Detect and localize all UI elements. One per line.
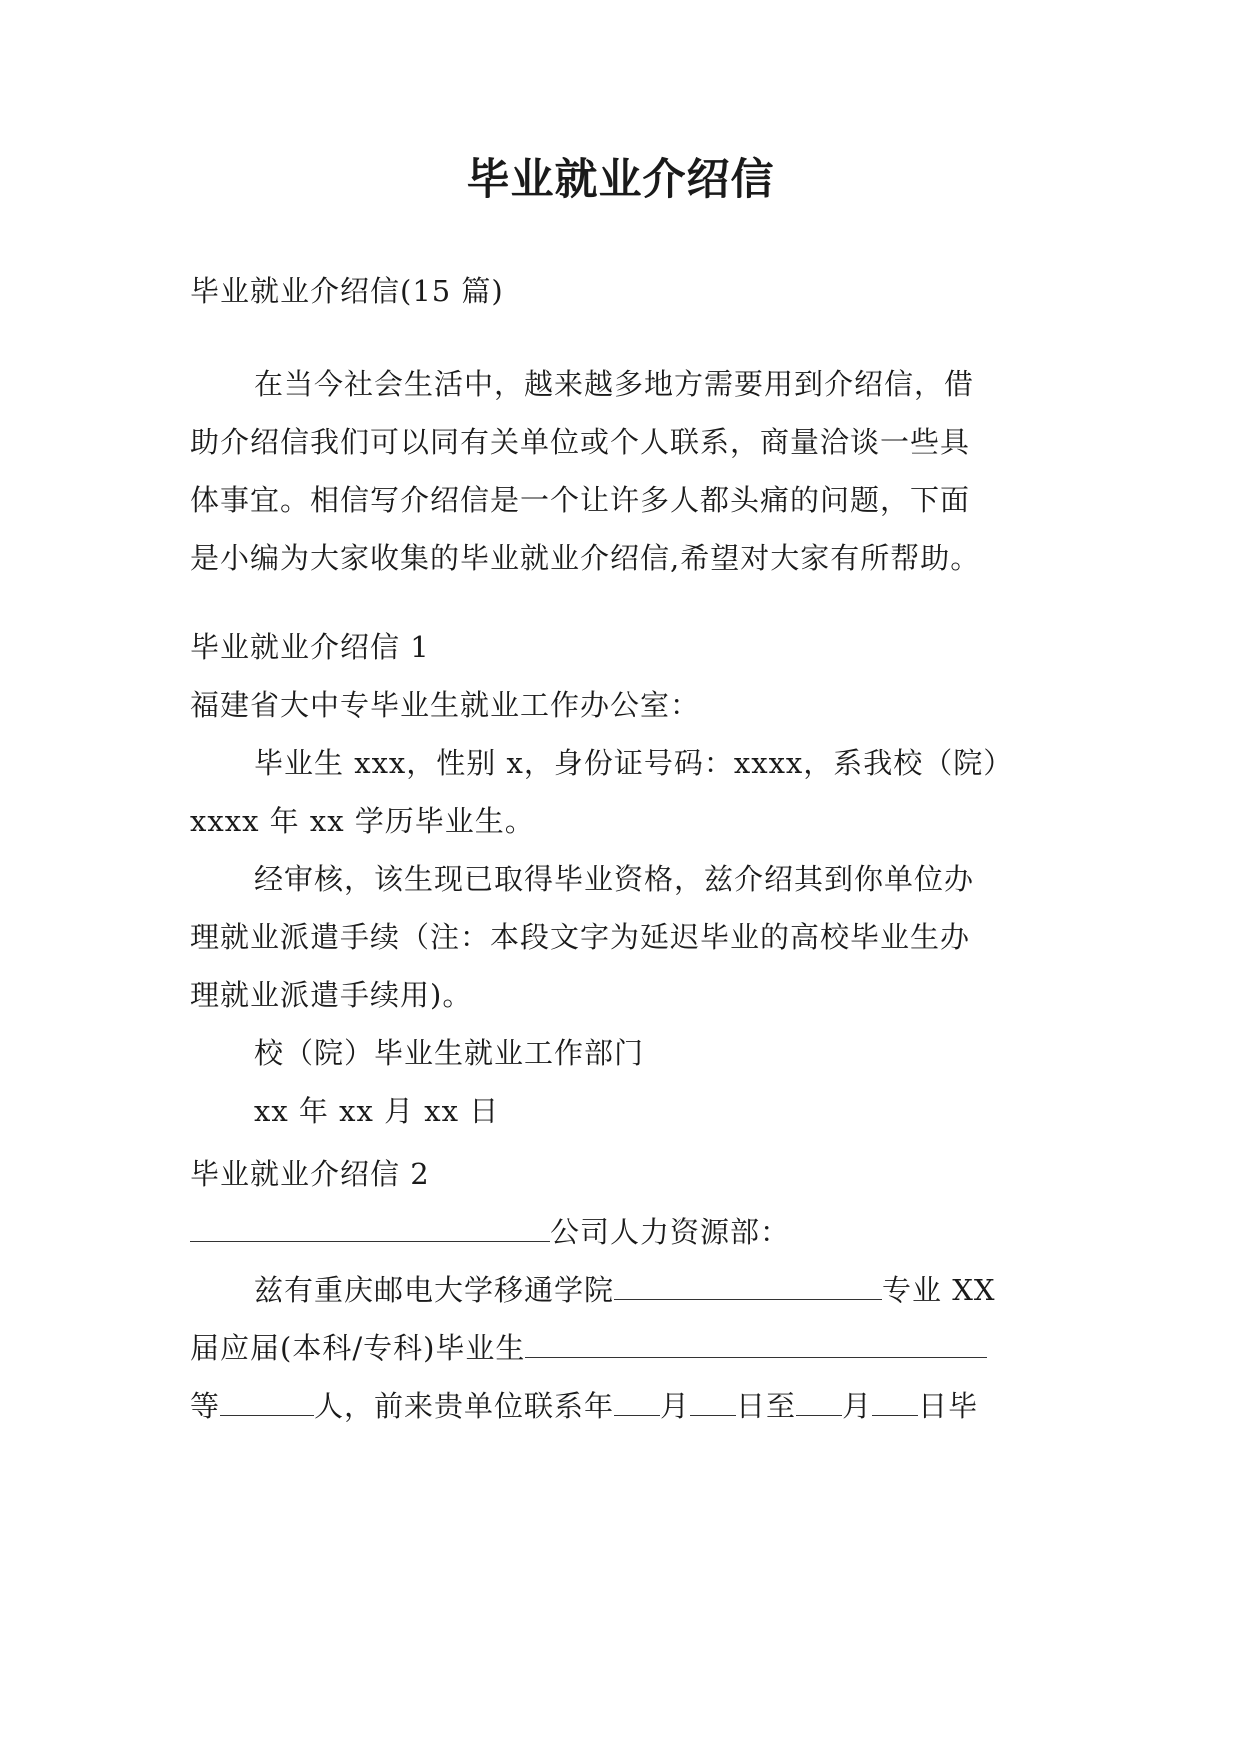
addressee-suffix: 公司人力资源部： xyxy=(550,1215,791,1249)
document-subtitle xyxy=(190,262,1050,320)
letter-2-body-line xyxy=(190,1261,1050,1319)
blank-line xyxy=(690,1389,736,1416)
body-text: 月 xyxy=(842,1389,873,1423)
body-text: 专业 XX xyxy=(882,1273,996,1307)
letter-1-date: xx 年 xx 月 xx 日 xyxy=(254,1094,500,1128)
body-text: 届应届(本科/专科)毕业生 xyxy=(190,1331,526,1365)
body-text: 日毕 xyxy=(918,1389,979,1423)
intro-line: 助介绍信我们可以同有关单位或个人联系，商量洽谈一些具 xyxy=(190,425,971,459)
blank-line xyxy=(190,1215,550,1242)
blank-line xyxy=(872,1389,918,1416)
letter-2-body-line xyxy=(190,1319,1050,1377)
intro-line: 在当今社会生活中，越来越多地方需要用到介绍信，借 xyxy=(254,367,975,401)
body-text: 人，前来贵单位联系年 xyxy=(314,1389,615,1423)
letter-1-body-line: xxxx 年 xx 学历毕业生。 xyxy=(190,804,535,838)
blank-line xyxy=(614,1389,660,1416)
letter-1 xyxy=(190,618,1050,1140)
blank-line xyxy=(220,1389,314,1416)
letter-1-body-line: 理就业派遣手续用)。 xyxy=(190,978,473,1012)
letter-1-signature: 校（院）毕业生就业工作部门 xyxy=(254,1036,645,1070)
body-text: 月 xyxy=(660,1389,691,1423)
letter-1-addressee: 福建省大中专毕业生就业工作办公室： xyxy=(190,688,701,722)
letter-2-heading: 毕业就业介绍信 2 xyxy=(190,1157,430,1191)
body-text: 兹有重庆邮电大学移通学院 xyxy=(254,1273,615,1307)
subtitle-text: 毕业就业介绍信(15 篇) xyxy=(190,274,504,308)
letter-1-heading: 毕业就业介绍信 1 xyxy=(190,630,430,664)
intro-line: 是小编为大家收集的毕业就业介绍信,希望对大家有所帮助。 xyxy=(190,541,981,575)
intro-paragraph xyxy=(190,355,1050,587)
letter-2-body-line xyxy=(190,1377,1050,1435)
letter-1-body-line: 经审核，该生现已取得毕业资格，兹介绍其到你单位办 xyxy=(254,862,975,896)
letter-1-body-line: 理就业派遣手续（注：本段文字为延迟毕业的高校毕业生办 xyxy=(190,920,971,954)
blank-line xyxy=(525,1331,987,1358)
letter-1-body-line: 毕业生 xxx，性别 x，身份证号码：xxxx，系我校（院） xyxy=(254,746,1014,780)
body-text: 日至 xyxy=(736,1389,797,1423)
body-text: 等 xyxy=(190,1389,221,1423)
page-title: 毕业就业介绍信 xyxy=(466,155,775,205)
letter-2 xyxy=(190,1145,1050,1435)
intro-line: 体事宜。相信写介绍信是一个让许多人都头痛的问题，下面 xyxy=(190,483,971,517)
blank-line xyxy=(614,1273,882,1300)
blank-line xyxy=(796,1389,842,1416)
letter-2-addressee xyxy=(190,1203,1050,1261)
